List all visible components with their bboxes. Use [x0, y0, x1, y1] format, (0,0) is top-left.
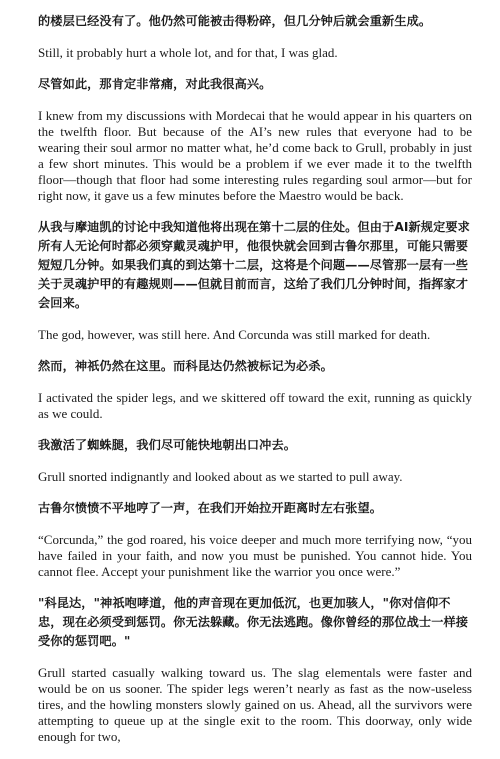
document-page: [38, 14, 472, 759]
paragraph-en: The god, however, was still here. And Corcunda was still marked for death.: [38, 327, 431, 342]
paragraph-en: Grull started casually walking toward us. The slag elementals were faster and would be on us sooner. The spider legs weren’t nearly as fast as the now-useless tires, and the howling monsters slowly gained on us. Ahead, all the survivors were attempting to queue up at the single exit to the room. This doorway, only wide enough for two,: [38, 665, 472, 744]
paragraph-en: I knew from my discussions with Mordecai that he would appear in his quarters on the twelfth floor. But because of the AI’s new rules that everyone had to be wearing their soul armor no matter what, he’d come back to Grull, probably in just a few short minutes. This would be a problem if we ever made it to the twelfth floor—though that floor had some interesting rules regarding soul armor—but for right now, it gave us a few minutes before the Maestro would be back.: [38, 108, 472, 203]
paragraph-zh: 的楼层已经没有了。他仍然可能被击得粉碎，但几分钟后就会重新生成。: [38, 14, 432, 28]
paragraph-en: Grull snorted indignantly and looked about as we started to pull away.: [38, 469, 403, 484]
paragraph-zh: 尽管如此，那肯定非常痛，对此我很高兴。: [38, 77, 272, 91]
paragraph-zh: "科昆达，"神祇咆哮道，他的声音现在更加低沉，也更加骇人，"你对信仰不忠，现在必须受到惩罚。你无法躲藏。你无法逃跑。像你曾经的那位战士一样接受你的惩罚吧。": [38, 596, 469, 648]
paragraph-en: Still, it probably hurt a whole lot, and for that, I was glad.: [38, 45, 338, 60]
paragraph-zh: 从我与摩迪凯的讨论中我知道他将出现在第十二层的住处。但由于AI新规定要求所有人无论何时都必须穿戴灵魂护甲，他很快就会回到古鲁尔那里，可能只需要短短几分钟。如果我们真的到达第十二层，这将是个问题——尽管那一层有一些关于灵魂护甲的有趣规则——但就目前而言，这给了我们几分钟时间，指挥家才会回来。: [38, 220, 470, 310]
paragraph-en: I activated the spider legs, and we skittered off toward the exit, running as quickly as we could.: [38, 390, 472, 421]
paragraph-zh: 然而，神祇仍然在这里。而科昆达仍然被标记为必杀。: [38, 359, 333, 373]
paragraph-zh: 古鲁尔愤愤不平地哼了一声，在我们开始拉开距离时左右张望。: [38, 501, 383, 515]
paragraph-zh: 我激活了蜘蛛腿，我们尽可能快地朝出口冲去。: [38, 438, 297, 452]
paragraph-en: “Corcunda,” the god roared, his voice deeper and much more terrifying now, “you have failed in your faith, and now you must be punished. You cannot hide. You cannot flee. Accept your punishment like the warrior you once were.”: [38, 532, 472, 579]
